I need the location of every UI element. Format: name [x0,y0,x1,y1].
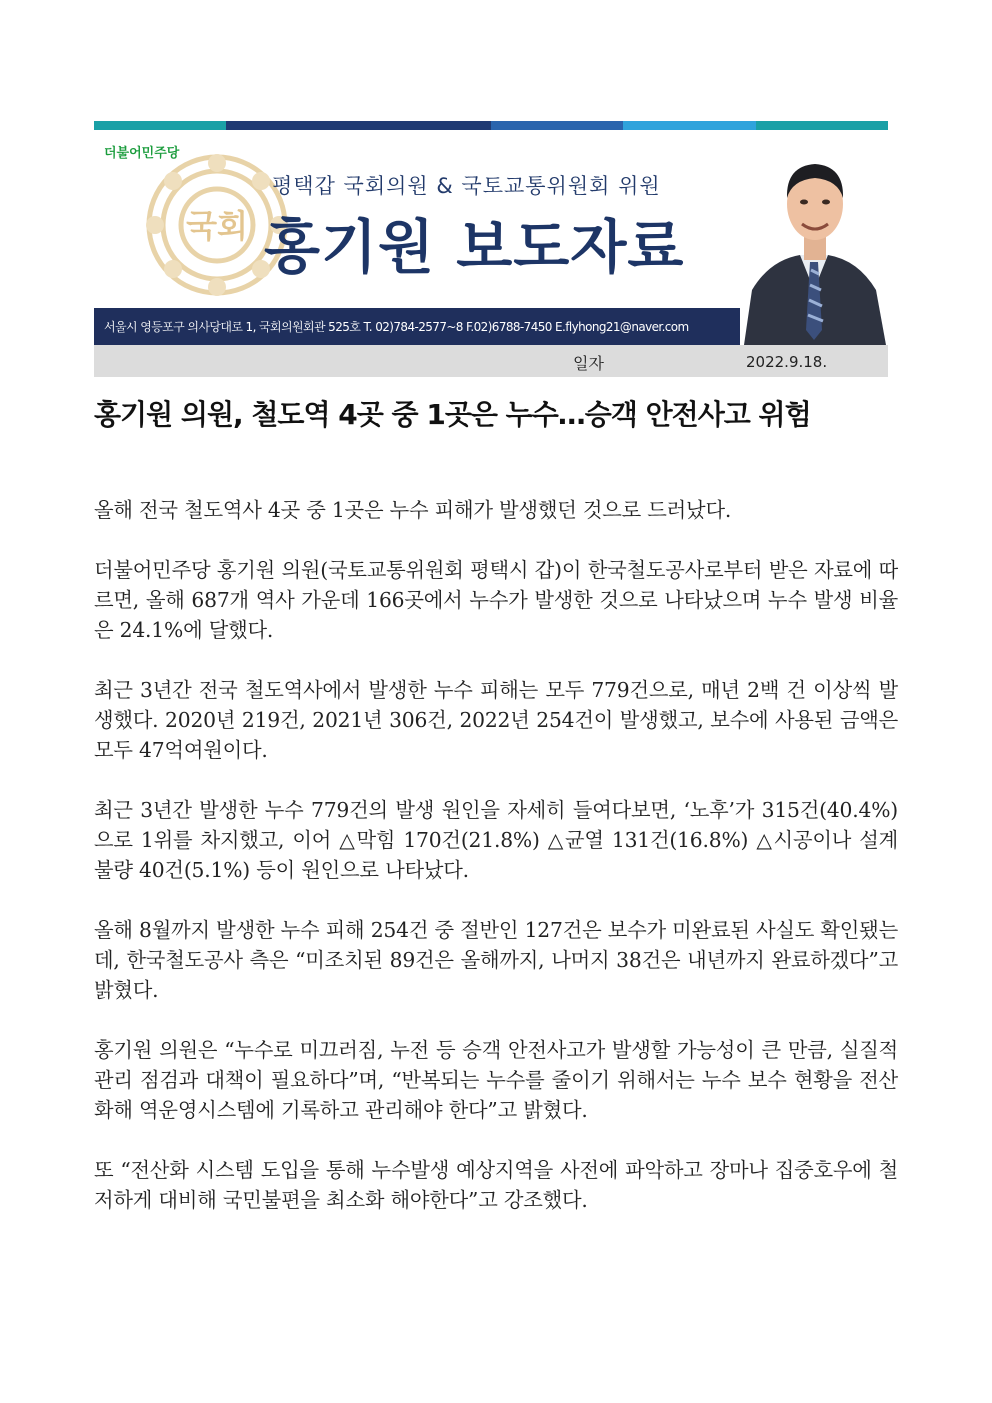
header-title: 홍기원 보도자료 [264,213,685,281]
article-paragraph: 올해 8월까지 발생한 누수 피해 254건 중 절반인 127건은 보수가 미완료된 사실도 확인됐는데, 한국철도공사 측은 “미조치된 89건은 올해까지, 나머지 38건은 내년까지 완료하겠다”고 밝혔다. [94,918,898,1002]
stripe-segment [756,121,888,130]
header-subtitle: 평택갑 국회의원 & 국토교통위원회 위원 [272,174,661,198]
article-paragraph: 올해 전국 철도역사 4곳 중 1곳은 누수 피해가 발생했던 것으로 드러났다. [94,498,732,522]
article-paragraph: 최근 3년간 전국 철도역사에서 발생한 누수 피해는 모두 779건으로, 매년 2백 건 이상씩 발생했다. 2020년 219건, 2021년 306건, 2022년 254건이 발생했고, 보수에 사용된 금액은 모두 47억여원이다. [94,678,898,762]
seal-text: 국회 [186,207,248,245]
stripe-segment [623,121,755,130]
lawmaker-portrait-photo [740,140,888,345]
date-bar [94,345,888,377]
article-paragraph: 또 “전산화 시스템 도입을 통해 누수발생 예상지역을 사전에 파악하고 장마나 집중호우에 철저하게 대비해 국민불편을 최소화 해야한다”고 강조했다. [94,1158,898,1212]
stripe-segment [226,121,358,130]
article-headline: 홍기원 의원, 철도역 4곳 중 1곳은 누수…승객 안전사고 위험 [94,398,811,431]
header-color-stripe [94,121,888,130]
party-logo-text: 더불어민주당 [104,146,180,161]
stripe-segment [491,121,623,130]
article-paragraph: 최근 3년간 발생한 누수 779건의 발생 원인을 자세히 들여다보면, ‘노후’가 315건(40.4%)으로 1위를 차지했고, 이어 △막힘 170건(21.8%) △균열 131건(16.8%) △시공이나 설계 불량 40건(5.1%) 등이 원인으로 나타났다. [94,798,898,882]
date-value: 2022.9.18. [746,353,828,371]
article-body [94,495,898,1245]
contact-address: 서울시 영등포구 의사당대로 1, 국회의원회관 525호 T. 02)784-2577~8 F.02)6788-7450 E.flyhong21@naver.com [104,320,689,334]
press-release-header [94,130,888,345]
article-paragraph: 더불어민주당 홍기원 의원(국토교통위원회 평택시 갑)이 한국철도공사로부터 받은 자료에 따르면, 올해 687개 역사 가운데 166곳에서 누수가 발생한 것으로 나타났으며 누수 발생 비율은 24.1%에 달했다. [94,558,898,642]
stripe-segment [359,121,491,130]
stripe-segment [94,121,226,130]
article-paragraph: 홍기원 의원은 “누수로 미끄러짐, 누전 등 승객 안전사고가 발생할 가능성이 큰 만큼, 실질적 관리 점검과 대책이 필요하다”며, “반복되는 누수를 줄이기 위해서는 누수 보수 현황을 전산화해 역운영시스템에 기록하고 관리해야 한다”고 밝혔다. [94,1038,898,1122]
date-label: 일자 [573,354,604,373]
